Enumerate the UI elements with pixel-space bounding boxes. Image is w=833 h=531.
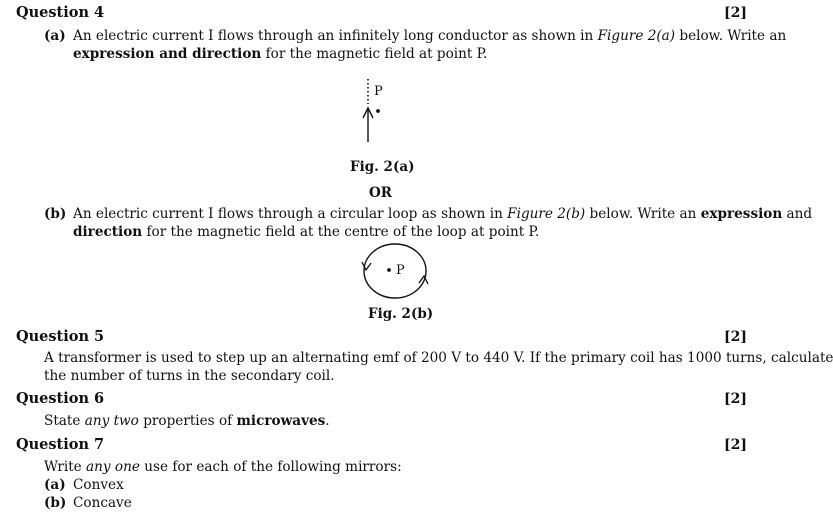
q7-item-b-label: (b): [44, 495, 67, 511]
q5-line2: the number of turns in the secondary coil.: [44, 368, 335, 384]
question-4-marks: [2]: [724, 5, 747, 21]
fig-2b-caption: Fig. 2(b): [368, 306, 434, 322]
point-p-dot: [376, 109, 380, 113]
loop-arrow-right-icon: [419, 276, 428, 284]
q6-text: State any two properties of microwaves.: [44, 413, 330, 429]
q5-line1: A transformer is used to step up an alternating emf of 200 V to 440 V. If the primary coil has 1000 turns, calculate: [44, 350, 833, 366]
q7-item-a-text: Convex: [73, 477, 124, 493]
current-arrowhead-icon: [363, 108, 373, 118]
question-6-title: Question 6: [16, 390, 105, 407]
q4b-line2: direction for the magnetic field at the centre of the loop at point P.: [73, 224, 540, 240]
q4a-line1: An electric current I flows through an infinitely long conductor as shown in Figure 2(a) below. Write an: [73, 28, 787, 44]
loop-arrow-left-icon: [362, 262, 371, 270]
q4b-line1: An electric current I flows through a circular loop as shown in Figure 2(b) below. Write an expression and: [73, 206, 813, 222]
or-divider: OR: [369, 185, 392, 201]
q4b-label: (b): [44, 206, 67, 222]
question-7-title: Question 7: [16, 436, 105, 453]
circular-loop: [364, 244, 426, 298]
question-4-title: Question 4: [16, 4, 105, 21]
q7-text: Write any one use for each of the following mirrors:: [44, 459, 402, 475]
question-5-marks: [2]: [724, 329, 747, 345]
q7-item-b-text: Concave: [73, 495, 132, 511]
question-6-marks: [2]: [724, 391, 747, 407]
q4a-label: (a): [44, 28, 66, 44]
q7-item-a-label: (a): [44, 477, 66, 493]
question-5-title: Question 5: [16, 328, 105, 345]
fig-2b-point-label: P: [396, 263, 405, 278]
centre-point-dot: [387, 268, 391, 272]
fig-2a-point-label: P: [374, 84, 383, 99]
q4a-line2: expression and direction for the magnetic field at point P.: [73, 46, 488, 62]
fig-2a-caption: Fig. 2(a): [350, 159, 415, 175]
question-7-marks: [2]: [724, 437, 747, 453]
